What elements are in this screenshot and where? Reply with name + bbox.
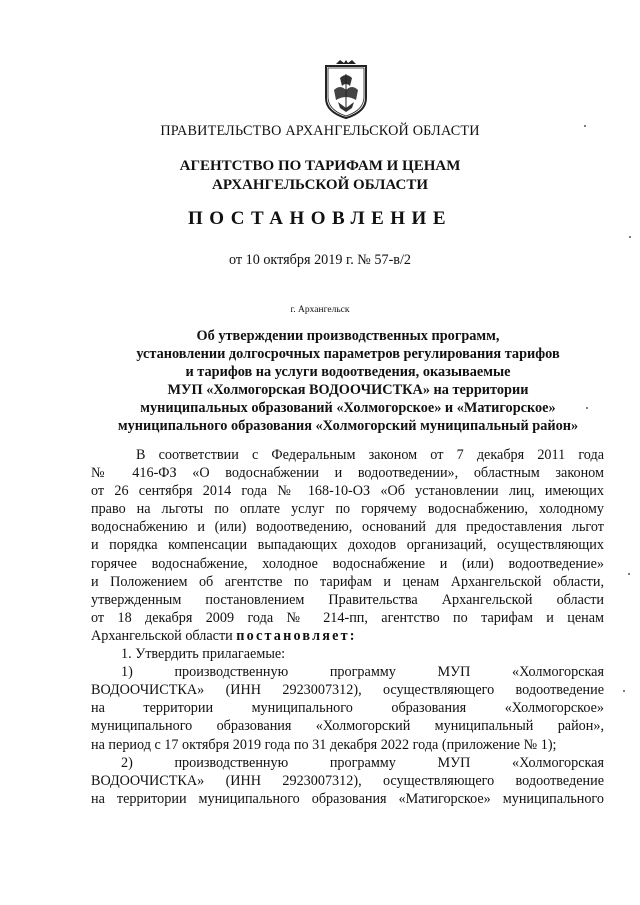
body-line — [91, 627, 604, 645]
body-line: и порядка компенсации выпадающих доходов организаций, осуществляющих — [91, 537, 604, 554]
title-line: установлении долгосрочных параметров регулирования тарифов — [136, 346, 560, 362]
subitem-line: 1) производственную программу МУП «Холмогорская — [121, 664, 604, 681]
document-title — [78, 327, 618, 435]
body-line: от 26 сентября 2014 года № 168-10-ОЗ «Об установлении лиц, имеющих — [91, 483, 604, 500]
subitem-line: ВОДООЧИСТКА» (ИНН 2923007312), осуществляющего водоотведение — [91, 772, 604, 789]
title-line: МУП «Холмогорская ВОДООЧИСТКА» на территории — [167, 382, 529, 398]
subitem-line: муниципального образования «Холмогорский муниципальный район», — [91, 718, 604, 735]
title-line: муниципальных образований «Холмогорское» и «Матигорское» — [140, 400, 556, 416]
body-line: право на льготы по оплате услуг по горячему водоснабжению, холодному — [91, 501, 604, 518]
agency-line: АГЕНТСТВО ПО ТАРИФАМ И ЦЕНАМ — [179, 158, 461, 174]
subitem-line: ВОДООЧИСТКА» (ИНН 2923007312), осуществляющего водоотведение — [91, 682, 604, 699]
body-line: от 18 декабря 2009 года № 214-пп, агентство по тарифам и ценам — [91, 609, 604, 626]
body-line: В соответствии с Федеральным законом от 7 декабря 2011 года — [136, 447, 604, 463]
document-body — [91, 446, 604, 808]
agency-line: АРХАНГЕЛЬСКОЙ ОБЛАСТИ — [212, 177, 428, 193]
agency-name — [0, 157, 640, 195]
date-and-number: от 10 октября 2019 г. № 57-в/2 — [228, 252, 412, 268]
scan-speck — [586, 407, 588, 409]
title-line: и тарифов на услуги водоотведения, оказываемые — [185, 364, 511, 380]
title-line: муниципального образования «Холмогорский муниципальный район» — [117, 418, 579, 434]
body-line: утвержденным постановлением Правительства Архангельской области — [91, 591, 604, 608]
document-type: ПОСТАНОВЛЕНИЕ — [187, 208, 453, 229]
coat-of-arms-icon — [322, 60, 370, 120]
subitem-line: на территории муниципального образования «Холмогорское» — [91, 700, 604, 717]
government-name: ПРАВИТЕЛЬСТВО АРХАНГЕЛЬСКОЙ ОБЛАСТИ — [160, 123, 480, 139]
city-name: г. Архангельск — [290, 305, 350, 315]
decree-word: постановляет: — [236, 627, 357, 644]
title-line: Об утверждении производственных программ, — [196, 328, 500, 344]
scan-speck — [584, 125, 586, 127]
scan-speck — [628, 573, 630, 575]
body-line: и Положением об агентстве по тарифам и ценам Архангельской области, — [91, 573, 604, 590]
subitem-line: на территории муниципального образования «Матигорское» муниципального — [91, 790, 604, 807]
subitem-line: 2) производственную программу МУП «Холмогорская — [121, 754, 604, 771]
body-line: № 416-ФЗ «О водоснабжении и водоотведении», областным законом — [91, 465, 604, 482]
body-text: Архангельской области — [91, 627, 237, 644]
body-line: горячее водоснабжение, холодное водоснабжение и (или) водоотведение» — [91, 555, 604, 572]
scan-speck — [623, 690, 625, 692]
scan-speck — [629, 236, 631, 238]
item-line: 1. Утвердить прилагаемые: — [121, 646, 286, 663]
subitem-line: на период с 17 октября 2019 года по 31 декабря 2022 года (приложение № 1); — [91, 736, 557, 753]
body-line: водоснабжению и (или) водоотведению, оснований для предоставления льгот — [91, 519, 604, 536]
